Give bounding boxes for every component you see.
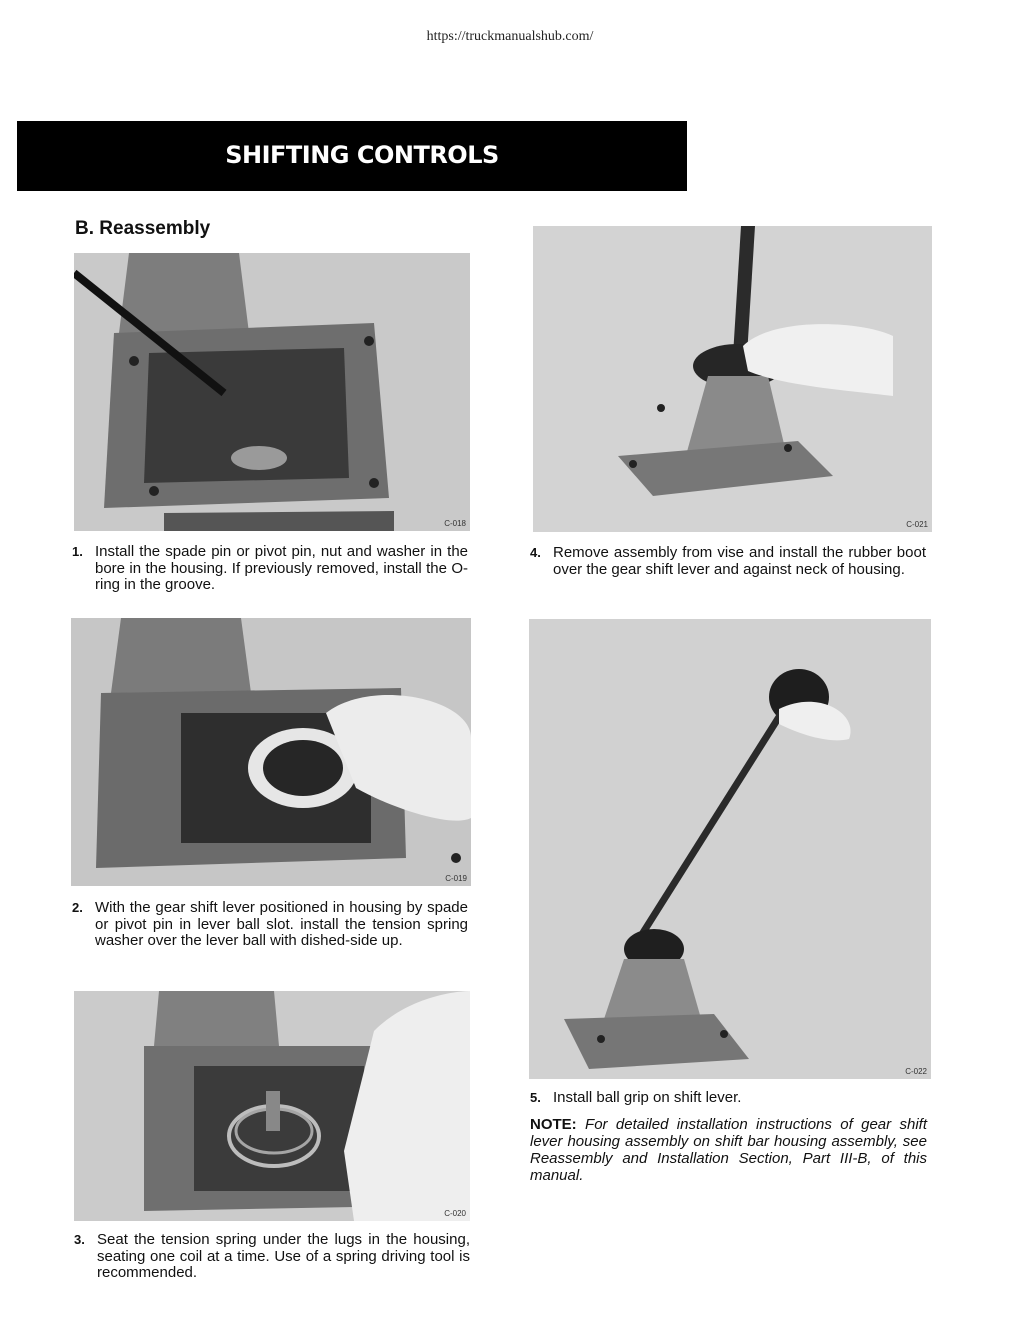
step-4-number: 4. — [530, 545, 541, 560]
banner-title: SHIFTING CONTROLS — [225, 141, 499, 169]
figure-4-photo — [533, 226, 932, 532]
step-3-number: 3. — [74, 1232, 85, 1247]
step-1-number: 1. — [72, 544, 83, 559]
section-heading: B. Reassembly — [75, 218, 211, 239]
installation-note — [530, 1116, 927, 1184]
step-1-text: Install the spade pin or pivot pin, nut and washer in the bore in the housing. If previously removed, install the O-ring in the groove. — [95, 543, 468, 593]
step-4 — [530, 545, 926, 578]
figure-1-code: C-018 — [444, 519, 466, 528]
step-3 — [74, 1232, 470, 1282]
section-banner — [17, 121, 687, 191]
step-1 — [72, 544, 468, 594]
step-2-text: With the gear shift lever positioned in housing by spade or pivot pin in lever ball slot. install the tension spring washer over the lever ball with dished-side up. — [95, 899, 468, 949]
step-3-text: Seat the tension spring under the lugs in the housing, seating one coil at a time. Use of a spring driving tool is recommended. — [97, 1231, 470, 1281]
figure-5-photo — [529, 619, 931, 1079]
figure-2-photo — [71, 618, 471, 886]
figure-4-code: C-021 — [906, 520, 928, 529]
step-2-number: 2. — [72, 900, 83, 915]
figure-2-code: C-019 — [445, 874, 467, 883]
step-5-number: 5. — [530, 1090, 541, 1105]
step-2 — [72, 900, 468, 950]
step-5-text: Install ball grip on shift lever. — [553, 1089, 742, 1106]
figure-5-code: C-022 — [905, 1067, 927, 1076]
figure-3-photo — [74, 991, 470, 1221]
figure-3-code: C-020 — [444, 1209, 466, 1218]
step-5 — [530, 1090, 926, 1107]
source-url: https://truckmanualshub.com/ — [426, 29, 594, 44]
step-4-text: Remove assembly from vise and install the rubber boot over the gear shift lever and against neck of housing. — [553, 544, 926, 578]
note-label: NOTE: — [530, 1116, 577, 1133]
note-text: For detailed installation instructions of gear shift lever housing assembly on shift bar housing assembly, see Reassembly and Installation Section, Part III-B, of this manual. — [530, 1116, 927, 1184]
figure-1-photo — [74, 253, 470, 531]
